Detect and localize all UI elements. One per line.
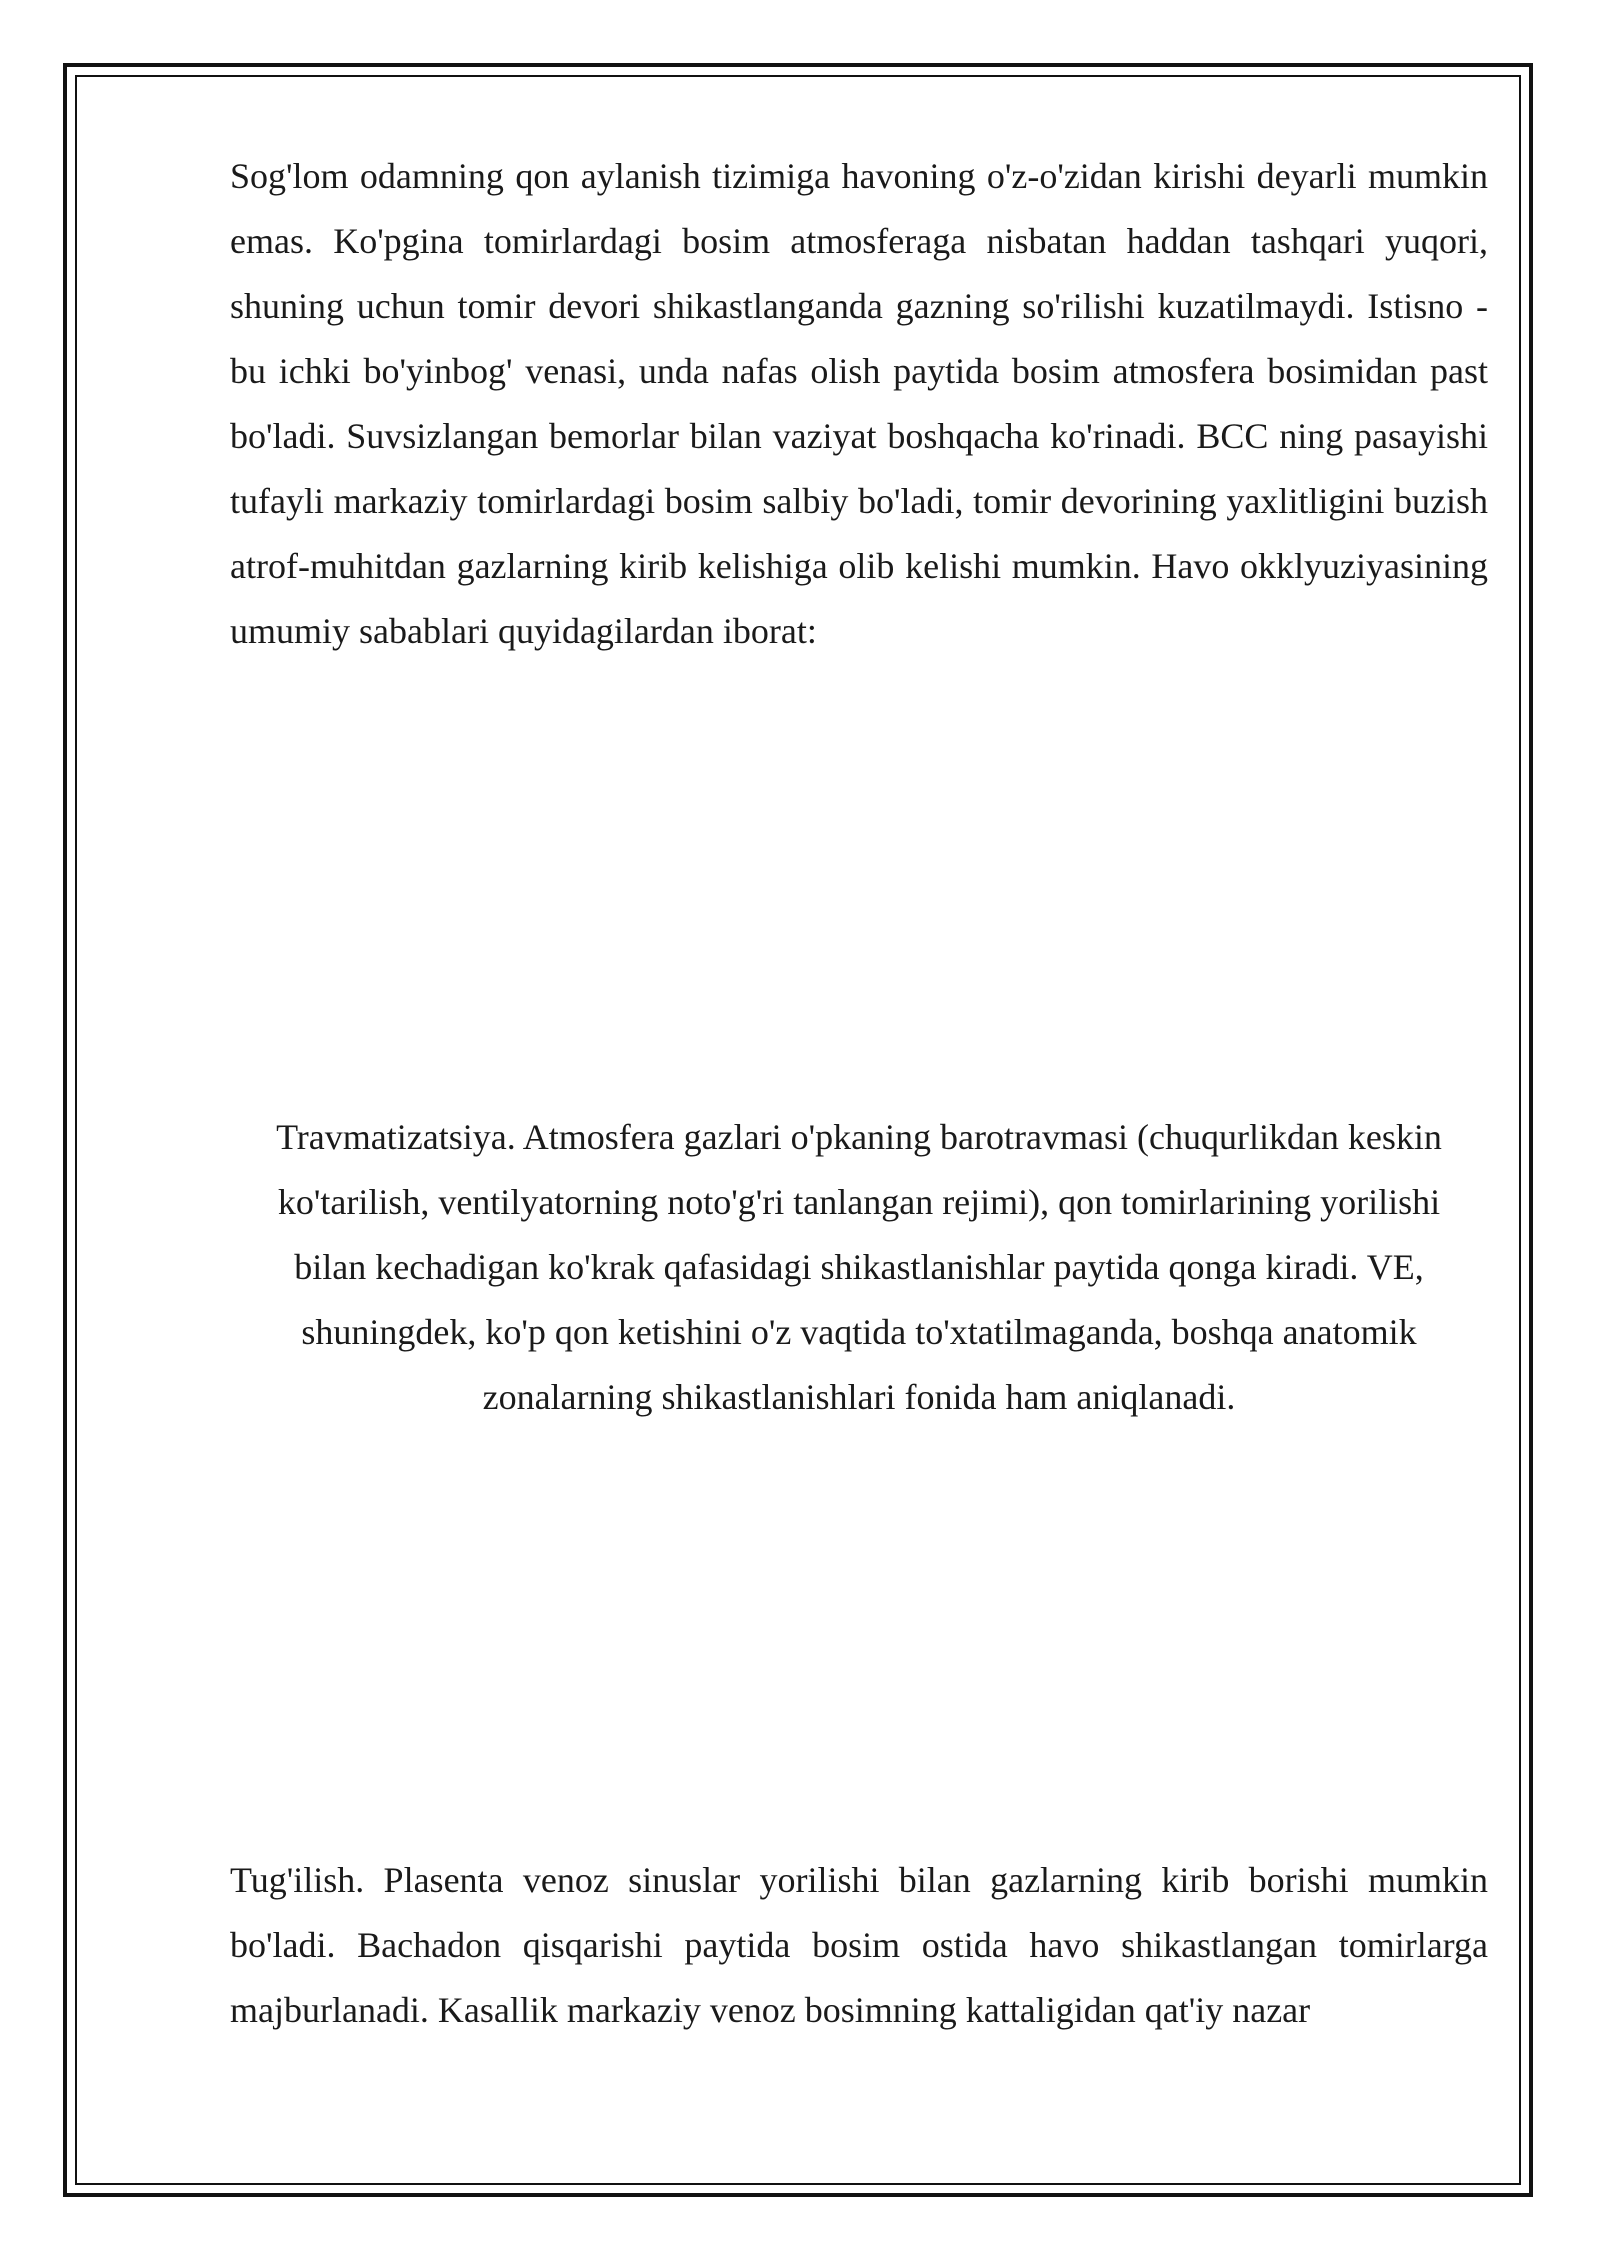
paragraph-childbirth: Tug'ilish. Plasenta venoz sinuslar yorilishi bilan gazlarning kirib borishi mumkin bo'ladi. Bachadon qisqarishi paytida bosim ostida havo shikastlangan tomirlarga majburlanadi. Kasallik markaziy venoz bosimning kattaligidan qat'iy nazar [230,1860,1488,2030]
paragraph-intro: Sog'lom odamning qon aylanish tizimiga havoning o'z-o'zidan kirishi deyarli mumkin emas. Ko'pgina tomirlardagi bosim atmosferaga nisbatan haddan tashqari yuqori, shuning uchun tomir devori shikastlanganda gazning so'rilishi kuzatilmaydi. Istisno - bu ichki bo'yinbog' venasi, unda nafas olish paytida bosim atmosfera bosimidan past bo'ladi. Suvsizlangan bemorlar bilan vaziyat boshqacha ko'rinadi. BCC ning pasayishi tufayli markaziy tomirlardagi bosim salbiy bo'ladi, tomir devorining yaxlitligini buzish atrof-muhitdan gazlarning kirib kelishiga olib kelishi mumkin. Havo okklyuziyasining umumiy sabablari quyidagilardan iborat: [230,156,1488,651]
paragraph-trauma: Travmatizatsiya. Atmosfera gazlari o'pkaning barotravmasi (chuqurlikdan keskin ko'tarilish, ventilyatorning noto'g'ri tanlangan rejimi), qon tomirlarining yorilishi bilan kechadigan ko'krak qafasidagi shikastlanishlar paytida qonga kiradi. VE, shuningdek, ko'p qon ketishini o'z vaqtida to'xtatilmaganda, boshqa anatomik zonalarning shikastlanishlari fonida ham aniqlanadi. [276,1117,1442,1417]
